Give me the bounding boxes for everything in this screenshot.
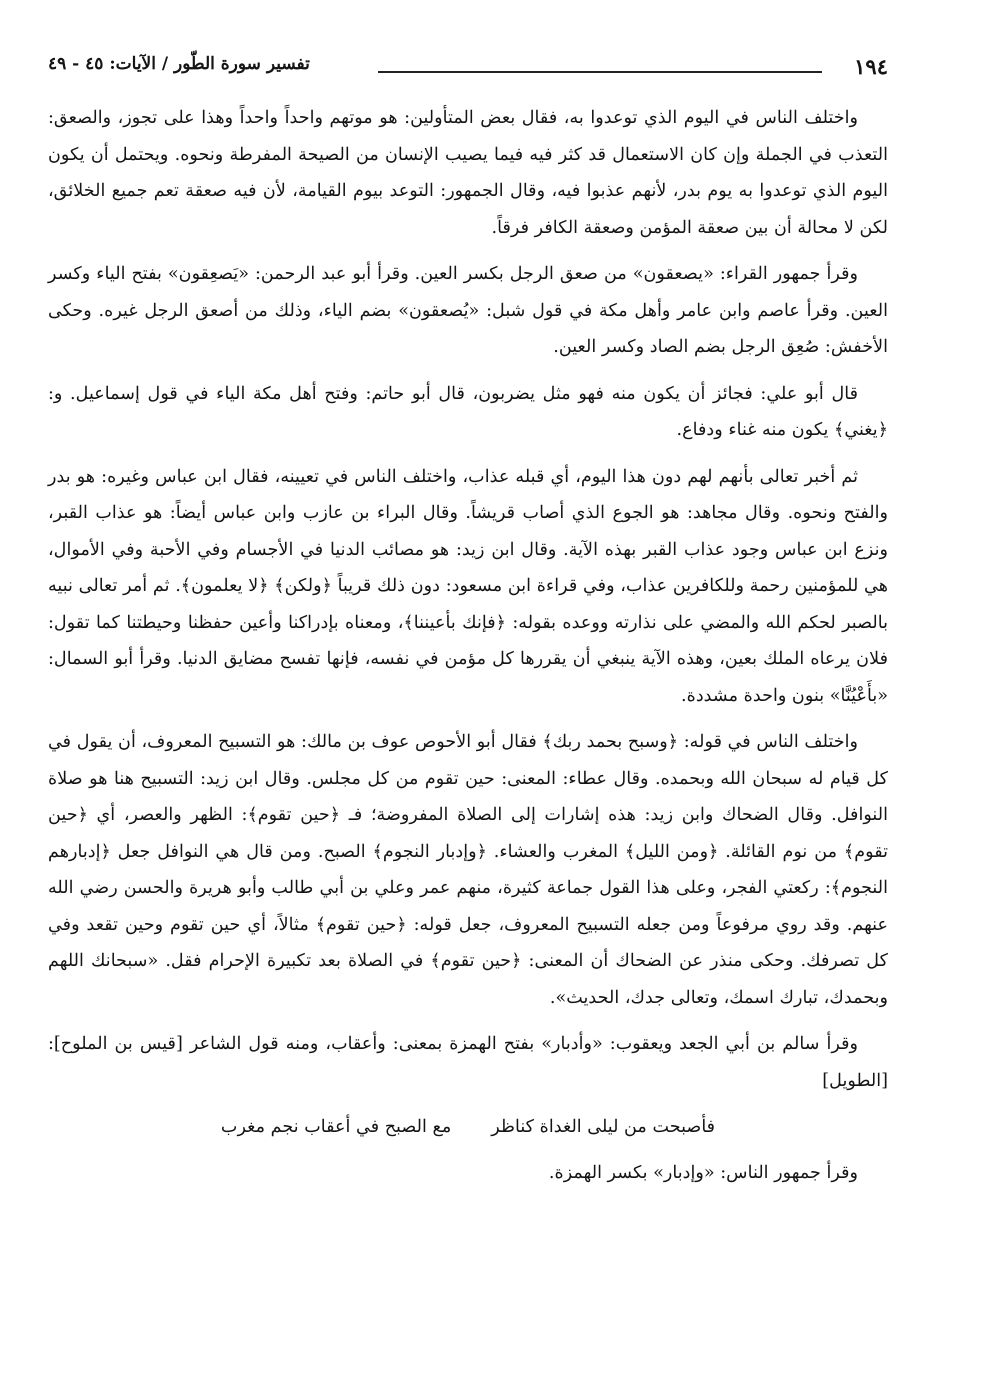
header-rule xyxy=(378,71,822,73)
page-header xyxy=(48,40,888,86)
running-title: تفسير سورة الطّور / الآيات: ٤٥ - ٤٩ xyxy=(48,54,310,74)
page-number: ١٩٤ xyxy=(854,54,888,79)
page-body xyxy=(48,100,888,1192)
page xyxy=(48,40,888,1202)
paragraph-6: وقرأ سالم بن أبي الجعد ويعقوب: «وأدبار» بفتح الهمزة بمعنى: وأعقاب، ومنه قول الشاعر [قيس بن الملوح]: [الطويل] xyxy=(48,1034,888,1091)
verse-second-hemistich: مع الصبح في أعقاب نجم مغرب xyxy=(220,1117,452,1137)
paragraph-1: واختلف الناس في اليوم الذي توعدوا به، فقال بعض المتأولين: هو موتهم واحداً واحداً وهذا على تجوز، والصعق: التعذب في الجملة وإن كان الاستعمال قد كثر فيه فيما يصيب الإنسان من الصيحة المفرطة ونحوه. ويحتمل أن يكون اليوم الذي توعدوا به يوم بدر، لأنهم عذبوا فيه، وقال الجمهور: التوعد بيوم القيامة، لأن فيه صعقة تعم جميع الخلائق، لكن لا محالة أن بين صعقة المؤمن وصعقة الكافر فرقاً. xyxy=(48,108,888,238)
paragraph-2: وقرأ جمهور القراء: «يصعقون» من صعق الرجل بكسر العين. وقرأ أبو عبد الرحمن: «يَصعِقون» بفتح الياء وكسر العين. وقرأ عاصم وابن عامر وأهل مكة في قول شبل: «يُصعقون» بضم الياء، وذلك من أصعق الرجل غيره. وحكى الأخفش: صُعِق الرجل بضم الصاد وكسر العين. xyxy=(48,264,888,357)
closing-paragraph: وقرأ جمهور الناس: «وإدبار» بكسر الهمزة. xyxy=(548,1163,858,1183)
poetry-verse xyxy=(48,1109,888,1145)
paragraph-4: ثم أخبر تعالى بأنهم لهم دون هذا اليوم، أي قبله عذاب، واختلف الناس في تعيينه، فقال ابن عباس وغيره: هو بدر والفتح ونحوه. وقال مجاهد: هو الجوع الذي أصاب قريشاً. وقال البراء بن عازب وابن عباس أيضاً: هو عذاب القبر، ونزع ابن عباس وجود عذاب القبر بهذه الآية. وقال ابن زيد: هو مصائب الدنيا في الأجسام وفي الأحبة وفي الأموال، هي للمؤمنين رحمة وللكافرين عذاب، وفي قراءة ابن مسعود: دون ذلك قريباً ﴿ولكن﴾ ﴿لا يعلمون﴾. ثم أمر تعالى نبيه بالصبر لحكم الله والمضي على نذارته ووعده بقوله: ﴿فإنك بأعيننا﴾، ومعناه بإدراكنا وأعين حفظنا وحيطتنا كما تقول: فلان يرعاه الملك بعين، وهذه الآية ينبغي أن يقررها كل مؤمن في نفسه، فإنها تفسح مضايق الدنيا. وقرأ أبو السمال: «بأَعْيُنَّا» بنون واحدة مشددة. xyxy=(48,466,888,706)
paragraph-3: قال أبو علي: فجائز أن يكون منه فهو مثل يضربون، قال أبو حاتم: وفتح أهل مكة الياء في قول إسماعيل. و: ﴿يغني﴾ يكون منه غناء ودفاع. xyxy=(48,383,888,440)
paragraph-5: واختلف الناس في قوله: ﴿وسبح بحمد ربك﴾ فقال أبو الأحوص عوف بن مالك: هو التسبيح المعروف، أن يقول في كل قيام له سبحان الله وبحمده. وقال عطاء: المعنى: حين تقوم من كل مجلس. وقال ابن زيد: التسبيح هنا هو صلاة النوافل. وقال الضحاك وابن زيد: هذه إشارات إلى الصلاة المفروضة؛ فـ ﴿حين تقوم﴾: الظهر والعصر، أي ﴿حين تقوم﴾ من نوم القائلة. ﴿ومن الليل﴾ المغرب والعشاء. ﴿وإدبار النجوم﴾ الصبح. ومن قال هي النوافل جعل ﴿إدبارهم النجوم﴾: ركعتي الفجر، وعلى هذا القول جماعة كثيرة، منهم عمر وعلي بن أبي طالب وأبو هريرة والحسن رضي الله عنهم. وقد روي مرفوعاً ومن جعله التسبيح المعروف، جعل قوله: ﴿حين تقوم﴾ مثالاً، أي حين تقوم وحين تقعد وفي كل تصرفك. وحكى منذر عن الضحاك أن المعنى: ﴿حين تقوم﴾ في الصلاة بعد تكبيرة الإحرام فقل. «سبحانك اللهم وبحمدك، تبارك اسمك، وتعالى جدك، الحديث». xyxy=(48,732,888,1008)
verse-first-hemistich: فأصبحت من ليلى الغداة كناظر xyxy=(491,1117,716,1137)
